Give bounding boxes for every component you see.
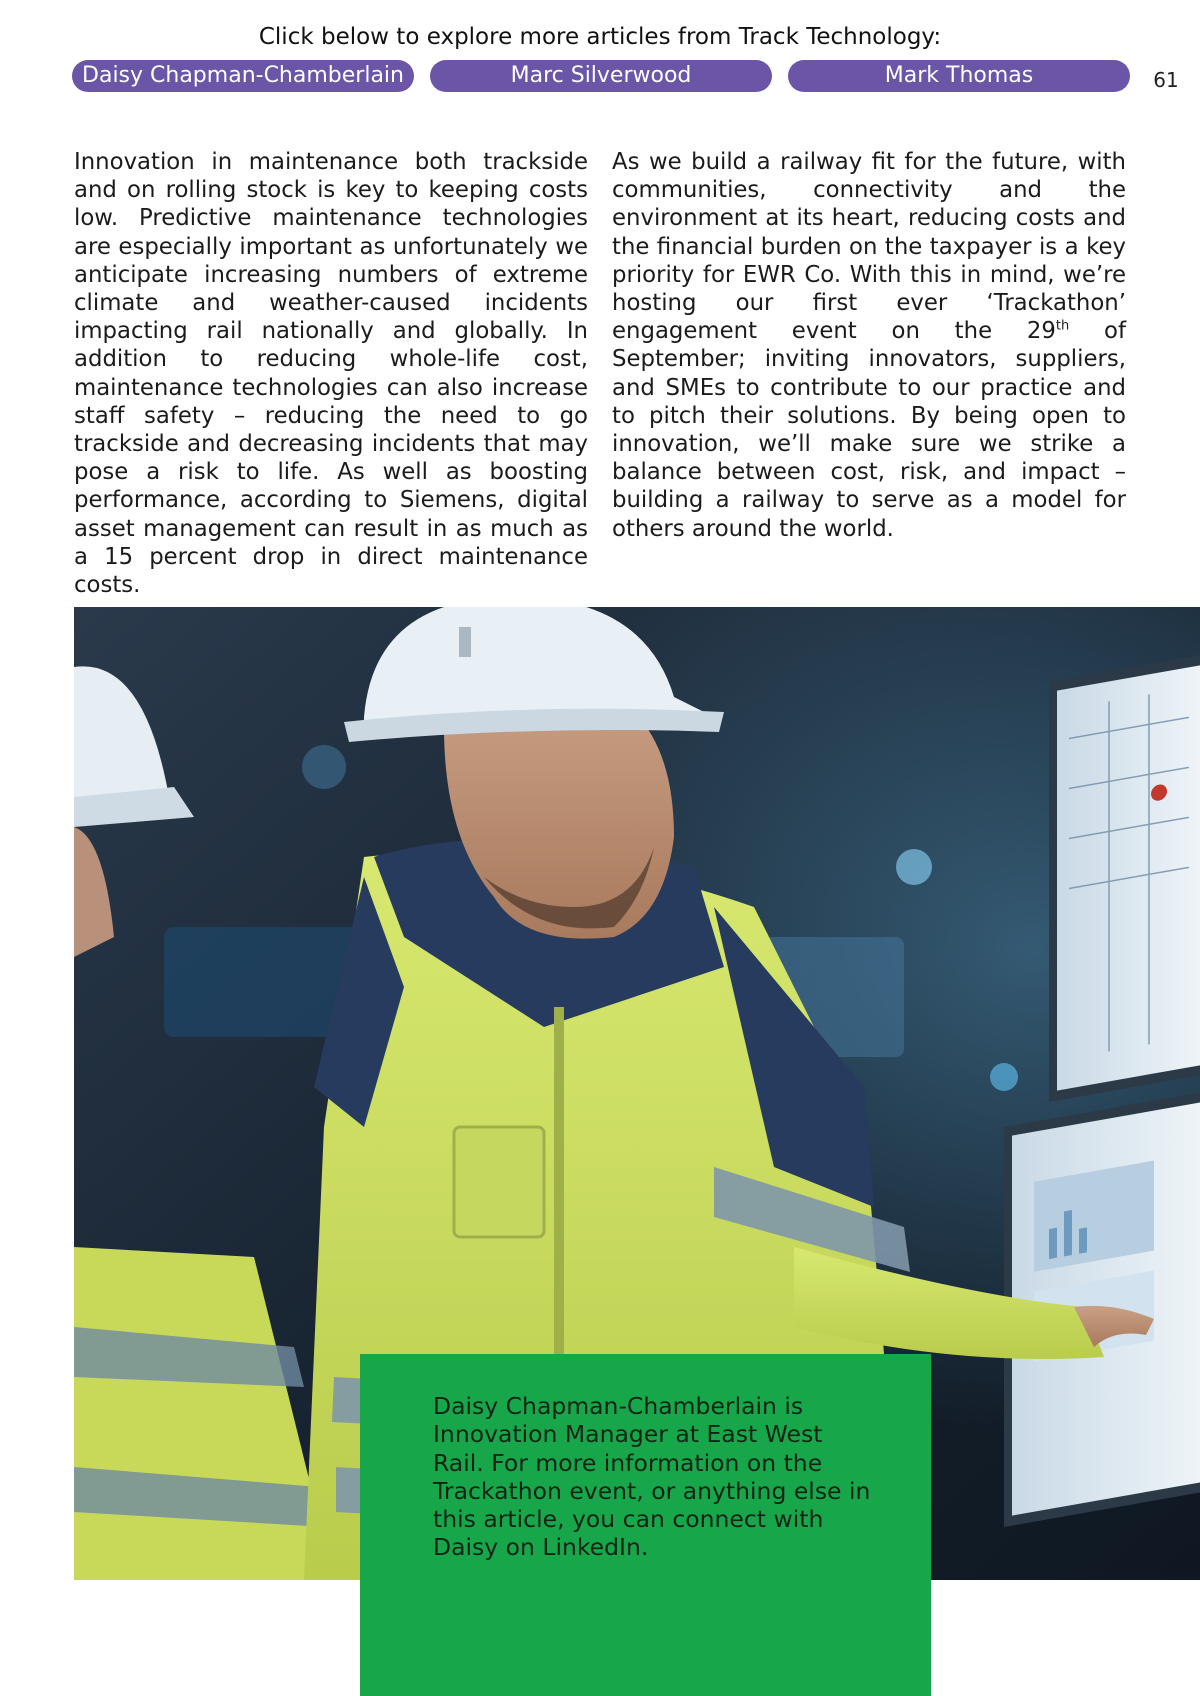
nav-heading: Click below to explore more articles from Track Technology: <box>258 24 942 50</box>
author-link-mark-thomas[interactable]: Mark Thomas <box>788 60 1130 92</box>
author-link-marc-silverwood[interactable]: Marc Silverwood <box>430 60 772 92</box>
ordinal-suffix: th <box>1055 318 1070 334</box>
article-text-part2: of September; inviting innovators, suppliers, and SMEs to contribute to our practice and to pitch their solutions. By being open to innovation, we’ll make sure we strike a balance between cost, risk, and impact – building a railway to serve as a model for others around the world. <box>612 318 1126 542</box>
page-number: 61 <box>1153 68 1179 92</box>
author-bio-box <box>360 1354 931 1696</box>
article-column-right <box>612 148 1126 543</box>
author-link-daisy-chapman-chamberlain[interactable]: Daisy Chapman-Chamberlain <box>72 60 414 92</box>
author-bio-text: Daisy Chapman-Chamberlain is Innovation Manager at East West Rail. For more information on the Trackathon event, or anything else in this article, you can connect with Daisy on LinkedIn. <box>433 1392 871 1562</box>
article-column-left: Innovation in maintenance both trackside and on rolling stock is key to keeping costs low. Predictive maintenance technologies are especially important as unfortunately we anticipate increasing numbers of extreme climate and weather-caused incidents impacting rail nationally and globally. In addition to reducing whole-life cost, maintenance technologies can also increase staff safety – reducing the need to go trackside and decreasing incidents that may pose a risk to life. As well as boosting performance, according to Siemens, digital asset management can result in as much as a 15 percent drop in direct maintenance costs. <box>74 149 588 599</box>
article-text-part1: As we build a railway fit for the future, with communities, connectivity and the environment at its heart, reducing costs and the financial burden on the taxpayer is a key priority for EWR Co. With this in mind, we’re hosting our first ever ‘Trackathon’ engagement event on the 29 <box>612 149 1126 345</box>
